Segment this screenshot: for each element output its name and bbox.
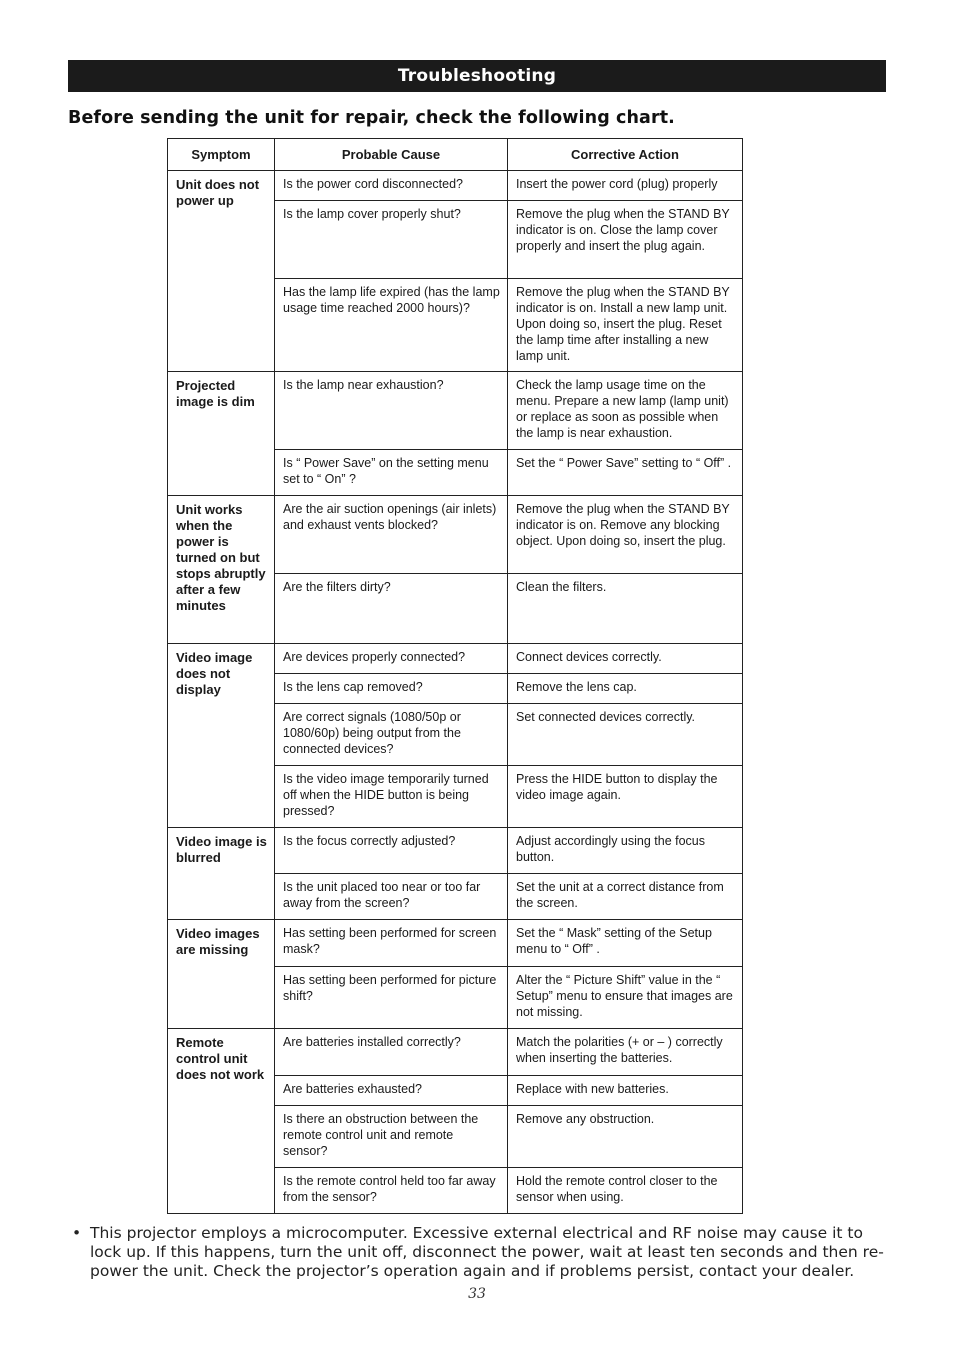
corrective-action-cell: Alter the “ Picture Shift” value in the “ Setup” menu to ensure that images are not missing.	[508, 967, 743, 1029]
symptom-cell: Video image is blurred	[168, 828, 275, 920]
symptom-cell: Unit works when the power is turned on but stops abruptly after a few minutes	[168, 496, 275, 644]
page-subtitle: Before sending the unit for repair, check the following chart.	[68, 108, 675, 128]
troubleshooting-table	[167, 138, 743, 1214]
probable-cause-cell: Is the focus correctly adjusted?	[275, 828, 508, 874]
corrective-action-cell: Connect devices correctly.	[508, 644, 743, 674]
page-number: 33	[468, 1286, 486, 1302]
symptom-cell: Projected image is dim	[168, 372, 275, 496]
probable-cause-cell: Are batteries exhausted?	[275, 1076, 508, 1106]
table-row	[168, 828, 743, 874]
probable-cause-cell: Are the filters dirty?	[275, 574, 508, 644]
corrective-action-cell: Remove the plug when the STAND BY indicator is on. Install a new lamp unit. Upon doing so, insert the plug. Reset the lamp time after installing a new lamp unit.	[508, 279, 743, 372]
symptom-cell: Video images are missing	[168, 920, 275, 1029]
section-title: Troubleshooting	[397, 66, 557, 86]
probable-cause-cell: Is the power cord disconnected?	[275, 171, 508, 201]
corrective-action-cell: Adjust accordingly using the focus button.	[508, 828, 743, 874]
probable-cause-cell: Is the unit placed too near or too far away from the screen?	[275, 874, 508, 920]
table-row	[168, 644, 743, 674]
corrective-action-cell: Press the HIDE button to display the video image again.	[508, 766, 743, 828]
probable-cause-cell: Are the air suction openings (air inlets) and exhaust vents blocked?	[275, 496, 508, 574]
table-header-row	[168, 139, 743, 171]
probable-cause-cell: Are devices properly connected?	[275, 644, 508, 674]
probable-cause-cell: Is the remote control held too far away from the sensor?	[275, 1168, 508, 1214]
corrective-action-cell: Match the polarities (+ or – ) correctly when inserting the batteries.	[508, 1029, 743, 1076]
microcomputer-note	[68, 1224, 898, 1281]
table-row	[168, 920, 743, 967]
corrective-action-cell: Replace with new batteries.	[508, 1076, 743, 1106]
table-row	[168, 171, 743, 201]
probable-cause-cell: Is the video image temporarily turned off when the HIDE button is being pressed?	[275, 766, 508, 828]
corrective-action-cell: Set the “ Power Save” setting to “ Off” .	[508, 450, 743, 496]
section-header	[68, 60, 886, 92]
table-row	[168, 372, 743, 450]
symptom-cell: Video image does not display	[168, 644, 275, 828]
probable-cause-cell: Has the lamp life expired (has the lamp usage time reached 2000 hours)?	[275, 279, 508, 372]
corrective-action-cell: Insert the power cord (plug) properly	[508, 171, 743, 201]
corrective-action-cell: Set the “ Mask” setting of the Setup menu to “ Off” .	[508, 920, 743, 967]
probable-cause-cell: Is “ Power Save” on the setting menu set to “ On” ?	[275, 450, 508, 496]
table-row	[168, 496, 743, 574]
probable-cause-cell: Is the lens cap removed?	[275, 674, 508, 704]
table-row	[168, 1029, 743, 1076]
probable-cause-cell: Is there an obstruction between the remote control unit and remote sensor?	[275, 1106, 508, 1168]
probable-cause-cell: Are batteries installed correctly?	[275, 1029, 508, 1076]
symptom-cell: Remote control unit does not work	[168, 1029, 275, 1214]
corrective-action-cell: Hold the remote control closer to the sensor when using.	[508, 1168, 743, 1214]
probable-cause-cell: Are correct signals (1080/50p or 1080/60p) being output from the connected devices?	[275, 704, 508, 766]
corrective-action-cell: Remove the plug when the STAND BY indicator is on. Close the lamp cover properly and insert the plug again.	[508, 201, 743, 279]
note-bullet: •	[72, 1224, 82, 1242]
probable-cause-cell: Has setting been performed for screen mask?	[275, 920, 508, 967]
note-text: This projector employs a microcomputer. Excessive external electrical and RF noise may cause it to lock up. If this happens, turn the unit off, disconnect the power, wait at least ten seconds and then re-power the unit. Check the projector’s operation again and if problems persist, contact your dealer.	[90, 1224, 884, 1280]
corrective-action-cell: Set connected devices correctly.	[508, 704, 743, 766]
header-probable-cause: Probable Cause	[275, 139, 508, 171]
header-symptom: Symptom	[168, 139, 275, 171]
corrective-action-cell: Remove the plug when the STAND BY indicator is on. Remove any blocking object. Upon doing so, insert the plug.	[508, 496, 743, 574]
corrective-action-cell: Remove any obstruction.	[508, 1106, 743, 1168]
probable-cause-cell: Is the lamp cover properly shut?	[275, 201, 508, 279]
corrective-action-cell: Clean the filters.	[508, 574, 743, 644]
corrective-action-cell: Check the lamp usage time on the menu. Prepare a new lamp (lamp unit) or replace as soon as possible when the lamp is near exhaustion.	[508, 372, 743, 450]
table-body	[168, 171, 743, 1214]
header-corrective-action: Corrective Action	[508, 139, 743, 171]
corrective-action-cell: Remove the lens cap.	[508, 674, 743, 704]
corrective-action-cell: Set the unit at a correct distance from the screen.	[508, 874, 743, 920]
probable-cause-cell: Is the lamp near exhaustion?	[275, 372, 508, 450]
symptom-cell: Unit does not power up	[168, 171, 275, 372]
probable-cause-cell: Has setting been performed for picture shift?	[275, 967, 508, 1029]
